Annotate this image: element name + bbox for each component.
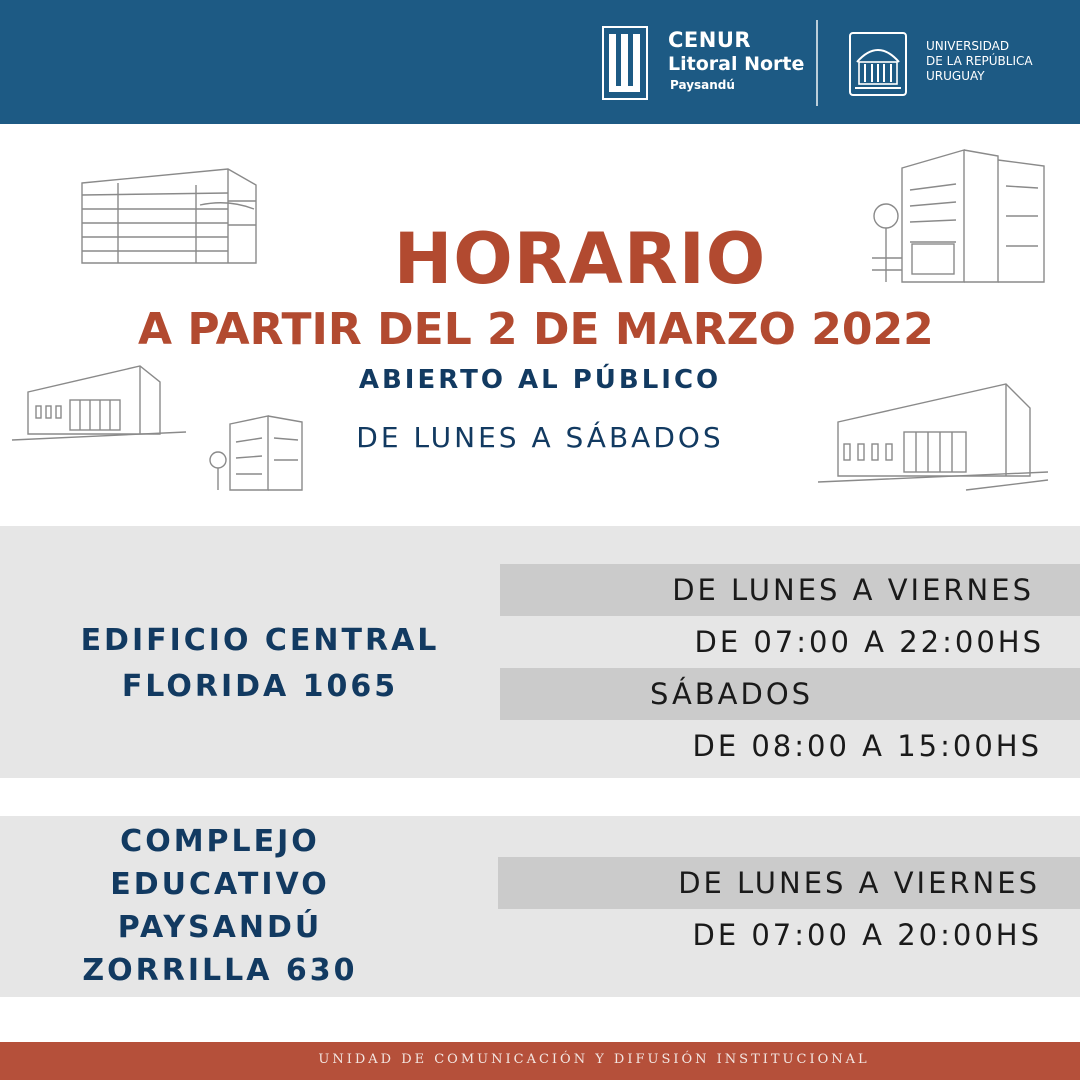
open-to-public-subtitle: ABIERTO AL PÚBLICO (358, 365, 722, 395)
complejo-name (60, 820, 380, 992)
complejo-weekday-hours: DE 07:00 A 20:00HS (692, 918, 1042, 952)
cenur-name: CENUR (668, 28, 752, 52)
complejo-line-1: COMPLEJO (120, 824, 320, 859)
central-saturday-hours: DE 08:00 A 15:00HS (692, 729, 1042, 763)
university-line-2: DE LA REPÚBLICA (926, 54, 1033, 68)
header-divider (816, 20, 818, 106)
university-wordmark (926, 39, 1033, 84)
central-saturday-label: SÁBADOS (650, 677, 814, 711)
central-building-name (60, 618, 460, 710)
cenur-city: Paysandú (670, 78, 735, 92)
complejo-line-2: EDUCATIVO (110, 867, 330, 902)
start-date-title: A PARTIR DEL 2 DE MARZO 2022 (138, 304, 934, 355)
cenur-region: Litoral Norte (668, 53, 805, 75)
days-subtitle: DE LUNES A SÁBADOS (356, 421, 724, 454)
header-bar (0, 0, 1080, 124)
complejo-line-3: PAYSANDÚ (117, 910, 323, 945)
central-weekday-label: DE LUNES A VIERNES (672, 573, 1034, 607)
university-line-1: UNIVERSIDAD (926, 39, 1010, 53)
central-building-title: EDIFICIO CENTRAL (80, 623, 440, 658)
cenur-logo-icon (602, 26, 648, 100)
central-weekday-hours: DE 07:00 A 22:00HS (694, 625, 1044, 659)
university-line-3: URUGUAY (926, 69, 985, 83)
footer-text: UNIDAD DE COMUNICACIÓN Y DIFUSIÓN INSTITUCIONAL (318, 1052, 870, 1067)
main-title: HORARIO (393, 218, 767, 300)
complejo-weekday-label: DE LUNES A VIERNES (678, 866, 1040, 900)
central-building-address: FLORIDA 1065 (121, 669, 399, 704)
complejo-address: ZORRILLA 630 (82, 953, 358, 988)
cenur-wordmark (668, 28, 804, 94)
university-seal-icon (849, 32, 907, 96)
